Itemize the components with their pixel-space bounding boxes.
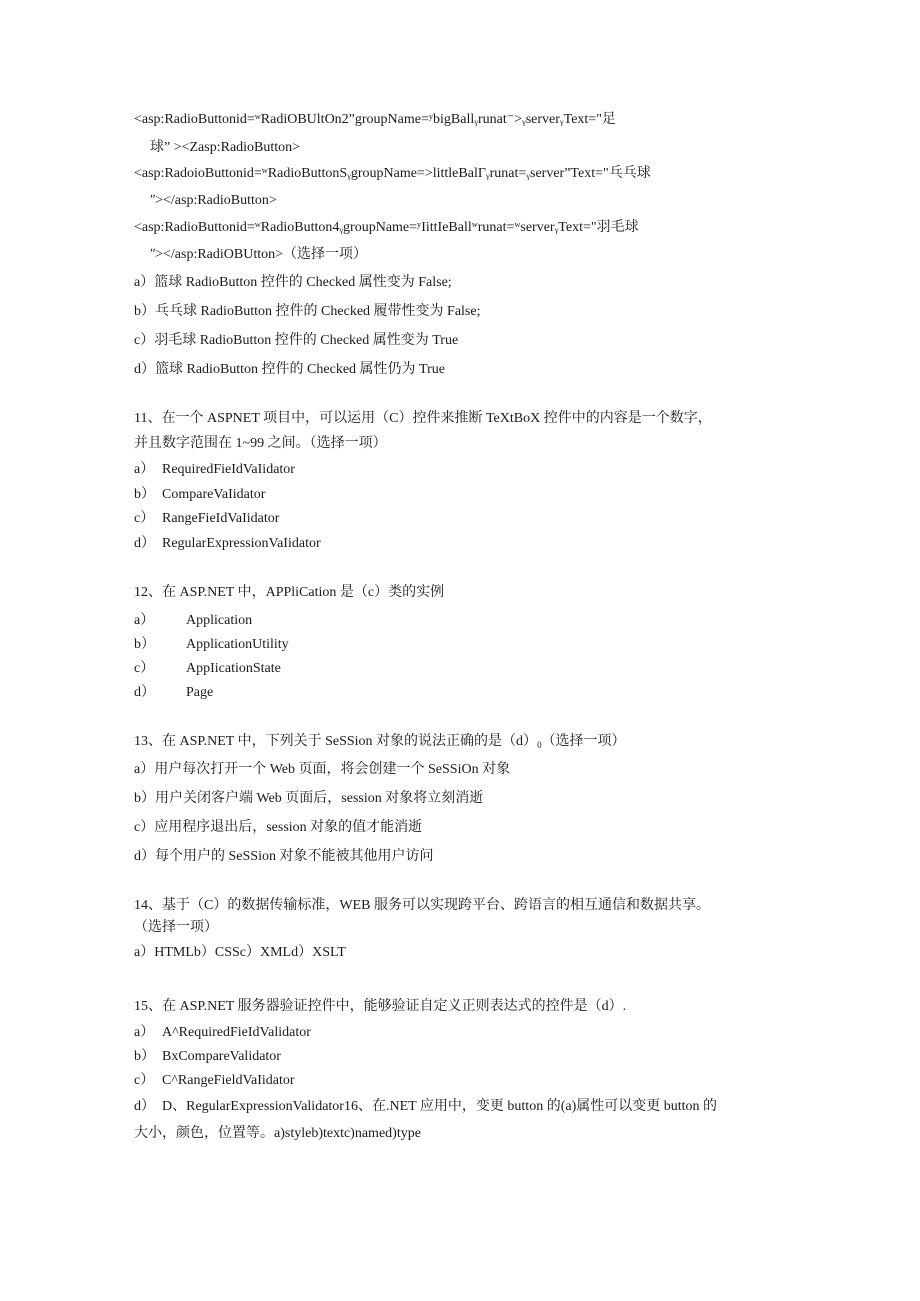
answer-option <box>134 635 289 655</box>
option-text: RegularExpressionVaIidator <box>162 536 321 551</box>
option-label: c） <box>134 511 155 526</box>
code-line: <asp:RadoioButtonid=ʷRadioButtonSᵧgroupName=˃littleBalΓᵧrunat=ᵧserver”Text="乓乓球 <box>134 166 651 181</box>
question-stem: 15、在 ASP.NET 服务器验证控件中，能够验证自定义正则表达式的控件是（d）. <box>134 999 627 1014</box>
option-text: C^RangeFieldVaIidator <box>162 1073 295 1088</box>
stem-main: 13、在 ASP.NET 中，下列关于 SeSSion 对象的说法正确的是（d） <box>134 734 538 749</box>
question-stem: 并且数字范围在 1~99 之间。（选择一项） <box>134 436 387 451</box>
option-label: c） <box>134 1073 155 1088</box>
answer-option <box>134 1023 311 1043</box>
code-line: ʺ></asp:RadioButton> <box>150 193 277 208</box>
stem-tail: （选择一项） <box>541 734 626 749</box>
answer-option <box>134 683 213 703</box>
option-label: b） <box>134 637 155 652</box>
answer-option <box>134 485 265 505</box>
option-label: b） <box>134 1049 155 1064</box>
code-line: <asp:RadioButtonid=ʷRadioButton4ᵧgroupName=ʸIittIeBallʷrunat=ʷserverᵧText="羽毛球 <box>134 220 639 235</box>
option-text: Application <box>186 613 253 628</box>
option-label: b） <box>134 487 155 502</box>
question-stem <box>134 732 626 755</box>
question-stem: 12、在 ASP.NET 中，APPliCation 是（c）类的实例 <box>134 585 445 600</box>
answer-option: c）羽毛球 RadioButton 控件的 Checked 属性变为 True <box>134 333 459 348</box>
option-text: CompareVaIidator <box>162 487 266 502</box>
answer-option <box>134 659 281 679</box>
option-label: d） <box>134 685 155 700</box>
question-stem: 11、在一个 ASPNET 项目中，可以运用（C）控件来推断 TeXtBoX 控件中的内容是一个数字， <box>134 411 712 426</box>
answer-option: c）应用程序退出后，session 对象的值才能消逝 <box>134 820 423 835</box>
option-text: BxCompareValidator <box>162 1049 281 1064</box>
option-label: d） <box>134 536 155 551</box>
stem-subscript: 0 <box>537 740 542 750</box>
option-text: RangeFieIdVaIidator <box>162 511 280 526</box>
code-line: 球” ><Zasp:RadioButton> <box>150 140 301 155</box>
answer-option <box>134 534 321 554</box>
option-text: D、RegularExpressionValidator16、在.NET 应用中，变更 button 的(a)属性可以变更 button 的 <box>162 1099 718 1114</box>
option-label: a） <box>134 613 155 628</box>
answer-option <box>134 611 252 631</box>
option-text: ApplicationUtility <box>186 637 289 652</box>
answer-option <box>134 1097 717 1117</box>
answer-option: d）每个用户的 SeSSion 对象不能被其他用户访问 <box>134 849 434 864</box>
option-label: c） <box>134 661 155 676</box>
question-stem: 14、基于（C）的数据传输标准，WEB 服务可以实现跨平台、跨语言的相互通信和数据共享。 <box>134 898 710 913</box>
answer-option: d）篮球 RadioButton 控件的 Checked 属性仍为 True <box>134 362 445 377</box>
option-label: a） <box>134 462 155 477</box>
answer-option <box>134 460 295 480</box>
code-line: <asp:RadioButtonid=ʷRadiOBUltOn2”groupName=ʸbigBallᵧrunat⁻˃ᵧserverᵧText="足 <box>134 112 616 127</box>
option-label: d） <box>134 1099 155 1114</box>
option-text: A^RequiredFieIdValidator <box>162 1025 311 1040</box>
question-stem: （选择一项） <box>134 920 218 935</box>
answer-options-line: a）HTMLb）CSSc）XMLd）XSLT <box>134 945 346 960</box>
option-text: RequiredFieIdVaIidator <box>162 462 295 477</box>
answer-option: b）用户关闭客户端 Web 页面后，session 对象将立刻消逝 <box>134 791 484 806</box>
code-line: ʺ></asp:RadiOBUtton>（选择一项） <box>150 247 368 262</box>
answer-option <box>134 1047 281 1067</box>
answer-option: a）篮球 RadioButton 控件的 Checked 属性变为 False; <box>134 275 452 290</box>
option-text: AppIicationState <box>186 661 281 676</box>
answer-option: b）乓乓球 RadioButton 控件的 Checked 履带性变为 False; <box>134 304 481 319</box>
question-continuation: 大小，颜色，位置等。a)styleb)textc)named)type <box>134 1126 421 1141</box>
answer-option: a）用户每次打开一个 Web 页面，将会创建一个 SeSSiOn 对象 <box>134 762 511 777</box>
option-label: a） <box>134 1025 155 1040</box>
option-text: Page <box>186 685 214 700</box>
answer-option <box>134 509 279 529</box>
answer-option <box>134 1071 295 1091</box>
